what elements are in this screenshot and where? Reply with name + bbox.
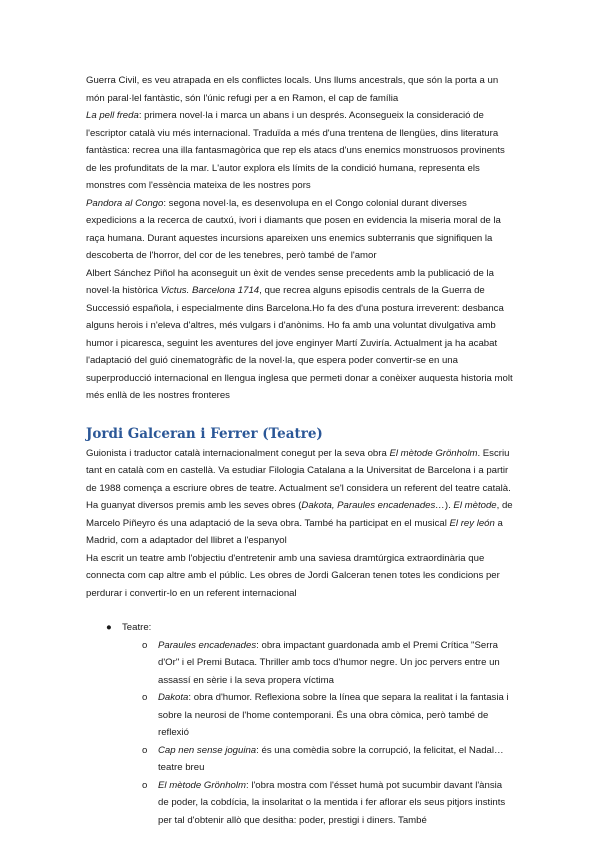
- list-label: Teatre:: [122, 622, 152, 633]
- paragraph-text: ).: [444, 500, 454, 511]
- bullet-icon: ●: [106, 622, 112, 633]
- victus-paragraph: [86, 265, 514, 405]
- circle-bullet-icon: o: [142, 779, 148, 791]
- list-item: [122, 777, 514, 830]
- work-title: Dakota: [158, 692, 189, 703]
- section-heading: Jordi Galceran i Ferrer (Teatre): [86, 425, 323, 442]
- work-title: El mètode Grönholm: [389, 447, 478, 459]
- paragraph-text: : primera novel·la i marca un abans i un després. Aconsegueix la consideració de l'escriptor català viu més internacional. Traduïda a més d'una trentena de llengües, dins literatura fantàstica: recrea una illa fantasmagòrica que rep els atacs d'uns enemics monstruosos provinents de les profunditats de la mar. L'autor explora els límits de la condició humana, representa els monstres com l'essència mateixa de les nostres pors: [86, 110, 505, 191]
- paragraph-text: a Madrid, com a adaptador del llibret a l'espanyol: [86, 517, 503, 546]
- la-pell-freda-paragraph: [86, 107, 514, 195]
- work-titles: Dakota, Paraules encadenades…: [301, 500, 445, 511]
- work-description: : l'obra mostra com l'ésset humà pot sucumbir davant l'ànsia de poder, la cobdícia, la insolaritat o la mentida i fer aflorar els seus pitjors instints per tal d'obtenir allò que desitha: poder, prestigi i diners. També: [158, 779, 506, 826]
- work-title: Cap nen sense joguina: [158, 744, 257, 756]
- paragraph-text: . Escriu tant en català com en castellà. Va estudiar Filologia Catalana a la Universitat de Barcelona i a partir de 1988 comença a escriure obres de teatre. Actualment se'l considera un referent del teatre català. Ha guanyat diversos premis amb les seves obres (: [86, 447, 511, 511]
- page-content: [86, 72, 514, 829]
- works-sublist: [122, 637, 514, 830]
- paragraph-text: , de Marcelo Piñeyro és una adaptació de la seva obra. També ha participat en el musical: [86, 500, 513, 529]
- circle-bullet-icon: o: [142, 744, 148, 756]
- circle-bullet-icon: o: [142, 639, 148, 651]
- paragraph-text: Albert Sánchez Piñol ha aconseguit un èxit de vendes sense precedents amb la publicació de la novel·la històrica: [86, 267, 494, 296]
- theatre-list: [86, 619, 514, 829]
- work-title: El mètode Grönholm: [158, 779, 246, 791]
- book-title: La pell freda: [86, 110, 139, 121]
- list-item: [122, 742, 514, 777]
- paragraph-text: , que recrea alguns episodis centrals de la Guerra de Successió española, i especialmente dins Barcelona.Ho fa des d'una postura irreverent: desbanca alguns herois i n'eleva d'altres, més vulgars i d'anònims. Ho fa amb una voluntat divulgativa amb humor i picaresca, seguint les aventures del jove enginyer Martí Zuviría. Actualment ja ha acabat l'adaptació del guió cinematogràfic de la novel·la, que espera poder convertir-se en una superproducció internacional en llengua inglesa que permeti donar a conèixer auquesta historia molt més enllà de les nostres fronteres: [86, 285, 513, 401]
- paragraph-text: : segona novel·la, es desenvolupa en el Congo colonial durant diverses expedicions a la recerca de cautxú, ivori i diamants que posen en evidencia la miseria moral de la raça humana. Durant aquestes incursions apareixen uns enemics subterranis que signifiquen la descoberta de l'horror, del cor de les tenebres, però també de l'amor: [86, 197, 501, 261]
- list-item: [86, 619, 514, 829]
- paragraph-text: Guionista i traductor català internacionalment conegut per la seva obra: [86, 447, 390, 459]
- work-title: El rey león: [449, 517, 495, 529]
- circle-bullet-icon: o: [142, 692, 148, 703]
- galceran-bio-paragraph: [86, 445, 514, 550]
- book-title: Pandora al Congo: [86, 197, 164, 209]
- galceran-style-paragraph: Ha escrit un teatre amb l'objectiu d'entretenir amb una saviesa dramtúrgica extraordinària que connecta com cap altre amb el públic. Les obres de Jordi Galceran tenen totes les condicions per perdurar i convertir-lo en un referent internacional: [86, 552, 500, 599]
- work-description: : és una comèdia sobre la corrupció, la felicitat, el Nadal… teatre breu: [158, 744, 504, 773]
- book-title: Victus. Barcelona 1714: [160, 285, 260, 296]
- list-item: [122, 689, 514, 742]
- pandora-paragraph: [86, 195, 514, 265]
- intro-paragraph: Guerra Civil, es veu atrapada en els conflictes locals. Uns llums ancestrals, que són la porta a un món paral·lel fantàstic, són l'únic refugi per a en Ramon, el cap de família: [86, 75, 499, 104]
- list-item: [122, 637, 514, 690]
- work-description: : obra d'humor. Reflexiona sobre la línea que separa la realitat i la fantasia i sobre la neurosi de l'home contemporani. És una obra còmica, però també de reflexió: [158, 692, 509, 738]
- work-description: : obra impactant guardonada amb el Premi Crítica "Serra d'Or" i el Premi Butaca. Thriller amb tocs d'humor negre. Un joc pervers entre un assassí en sèrie i la seva propera víctima: [158, 639, 500, 686]
- work-title: Paraules encadenades: [158, 639, 257, 651]
- work-title: El mètode: [453, 500, 497, 511]
